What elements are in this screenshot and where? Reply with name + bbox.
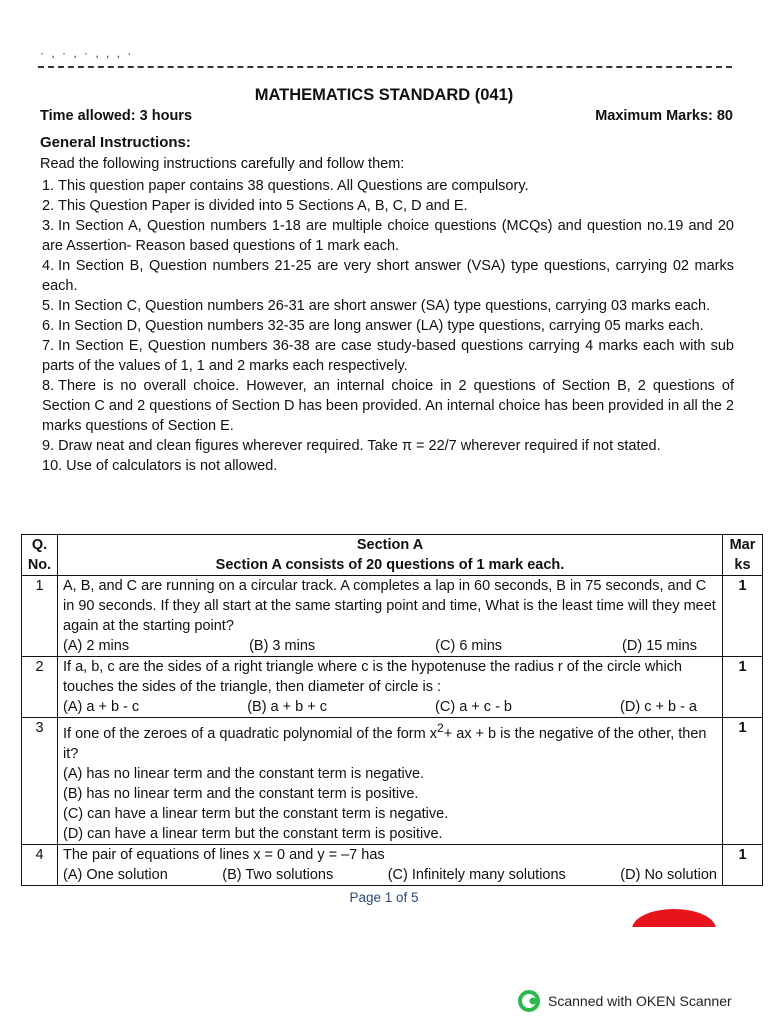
section-heading-cell <box>58 535 723 576</box>
question-cell <box>58 718 723 845</box>
options-row <box>63 865 717 885</box>
instruction-number: 6. <box>42 318 55 334</box>
time-allowed: Time allowed: 3 hours <box>40 108 193 124</box>
instruction-number: 3. <box>42 218 55 234</box>
instruction-number: 4. <box>42 258 55 274</box>
question-text: The pair of equations of lines x = 0 and y = –7 has <box>63 846 385 863</box>
instructions-heading: General Instructions: <box>40 134 191 151</box>
instruction-text: In Section D, Question numbers 32-35 are long answer (LA) type questions, carrying 05 marks each. <box>58 318 704 334</box>
header-text: No. <box>27 557 52 573</box>
question-number: 1 <box>22 576 58 657</box>
section-title: Section A <box>356 537 424 553</box>
option: (C) can have a linear term but the constant term is negative. <box>63 805 449 822</box>
instruction-text: There is no overall choice. However, an internal choice in 2 questions of Section B, 2 questions of Section C and 2 questions of Section D has been provided. An internal choice has been provided in all the 2 marks questions of Section E. <box>42 378 734 434</box>
option: (A) One solution <box>63 866 168 883</box>
option: (C) 6 mins <box>435 638 503 654</box>
options-row <box>63 636 717 656</box>
question-marks: 1 <box>723 657 763 718</box>
instruction-text: In Section B, Question numbers 21-25 are very short answer (VSA) type questions, carrying 02 marks each. <box>42 258 734 294</box>
red-semicircle-icon <box>632 907 716 927</box>
option: (D) No solution <box>620 866 717 883</box>
cut-off-header-fragments: · , · , · , , , · <box>40 46 134 60</box>
scanner-watermark <box>518 990 732 1012</box>
instruction-number: 1. <box>42 178 55 194</box>
option: (D) c + b - a <box>620 699 697 715</box>
question-row <box>22 657 763 718</box>
dashed-separator <box>38 66 732 68</box>
instruction-item <box>42 176 734 196</box>
oken-scanner-logo-icon <box>518 990 540 1012</box>
option: (B) Two solutions <box>222 866 334 883</box>
option: (B) has no linear term and the constant term is positive. <box>63 785 419 802</box>
instruction-text: This Question Paper is divided into 5 Sections A, B, C, D and E. <box>58 198 468 214</box>
instruction-item <box>42 436 734 456</box>
instruction-item <box>42 256 734 296</box>
instruction-item <box>42 196 734 216</box>
question-number-header <box>22 535 58 576</box>
instruction-item <box>42 336 734 376</box>
option: (A) has no linear term and the constant term is negative. <box>63 765 425 782</box>
instruction-number: 9. <box>42 438 55 454</box>
instruction-text: This question paper contains 38 questions. All Questions are compulsory. <box>58 178 529 194</box>
instruction-item <box>42 456 734 476</box>
marks-header <box>723 535 763 576</box>
question-cell <box>58 576 723 657</box>
option: (B) 3 mins <box>249 638 316 654</box>
instructions-list <box>42 176 734 476</box>
section-subtitle: Section A consists of 20 questions of 1 mark each. <box>215 557 565 573</box>
question-row <box>22 718 763 845</box>
question-text-part: + ax + b is the negative of the other, then it? <box>63 725 707 762</box>
question-marks: 1 <box>723 844 763 885</box>
instruction-item <box>42 296 734 316</box>
question-row <box>22 844 763 885</box>
instruction-text: In Section E, Question numbers 36-38 are case study-based questions carrying 4 marks each with sub parts of the values of 1, 1 and 2 marks each respectively. <box>42 338 734 374</box>
paper-meta <box>40 108 733 124</box>
question-cell <box>58 657 723 718</box>
instruction-text: Draw neat and clean figures wherever required. Take π = 22/7 wherever required if not stated. <box>58 438 661 454</box>
page-number: Page 1 of 5 <box>349 890 419 905</box>
question-text: A, B, and C are running on a circular track. A completes a lap in 60 seconds, B in 75 seconds, and C in 90 seconds. If they all start at the same starting point and time, What is the least time will they meet again at the starting point? <box>63 578 716 634</box>
question-cell <box>58 844 723 885</box>
instruction-number: 8. <box>42 378 55 394</box>
paper-title: MATHEMATICS STANDARD (041) <box>254 86 514 104</box>
section-a-table <box>21 534 763 886</box>
question-marks: 1 <box>723 718 763 845</box>
instruction-number: 7. <box>42 338 55 354</box>
superscript: 2 <box>436 721 444 735</box>
instruction-number: 10. <box>42 458 63 474</box>
scanner-text: Scanned with OKEN Scanner <box>548 993 732 1009</box>
option: (C) a + c - b <box>435 699 512 715</box>
header-text: Mar <box>729 537 756 553</box>
instructions-intro: Read the following instructions carefully and follow them: <box>40 156 405 172</box>
header-text: ks <box>734 557 751 573</box>
instruction-item <box>42 376 734 436</box>
instruction-item <box>42 316 734 336</box>
question-number: 4 <box>22 844 58 885</box>
instruction-number: 5. <box>42 298 55 314</box>
table-header-row <box>22 535 763 576</box>
option: (A) a + b - c <box>63 699 140 715</box>
option: (D) 15 mins <box>622 638 697 654</box>
instruction-item <box>42 216 734 256</box>
question-text: If a, b, c are the sides of a right triangle where c is the hypotenuse the radius r of the circle which touches the sides of the triangle, then diameter of circle is : <box>63 659 682 695</box>
question-text-part: If one of the zeroes of a quadratic polynomial of the form x <box>63 725 437 742</box>
header-text: Q. <box>31 537 48 553</box>
option: (A) 2 mins <box>63 638 130 654</box>
red-semicircle-mark <box>632 907 716 927</box>
question-number: 3 <box>22 718 58 845</box>
option: (D) can have a linear term but the constant term is positive. <box>63 825 443 842</box>
option: (B) a + b + c <box>247 699 327 715</box>
instruction-text: In Section C, Question numbers 26-31 are short answer (SA) type questions, carrying 03 marks each. <box>58 298 711 314</box>
question-row <box>22 576 763 657</box>
question-number: 2 <box>22 657 58 718</box>
instruction-number: 2. <box>42 198 55 214</box>
maximum-marks: Maximum Marks: 80 <box>595 108 733 124</box>
options-row <box>63 697 717 717</box>
instruction-text: Use of calculators is not allowed. <box>66 458 278 474</box>
instruction-text: In Section A, Question numbers 1-18 are multiple choice questions (MCQs) and question no.19 and 20 are Assertion- Reason based questions of 1 mark each. <box>42 218 734 254</box>
question-text <box>63 718 717 764</box>
option: (C) Infinitely many solutions <box>387 866 566 883</box>
question-marks: 1 <box>723 576 763 657</box>
